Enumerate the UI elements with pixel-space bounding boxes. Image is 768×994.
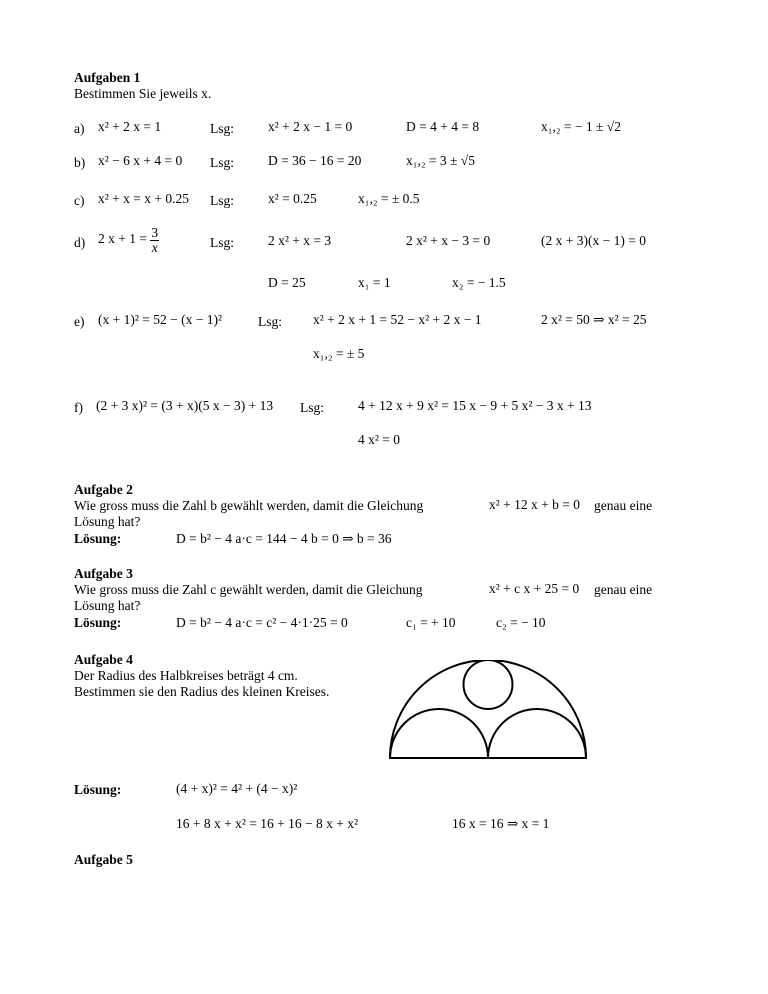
task-f-label: f) <box>74 400 83 415</box>
aufgabe-3-equation: x² + c x + 25 = 0 <box>489 581 580 596</box>
task-b-step-2: x₁,₂ = 3 ± √5 <box>406 153 475 168</box>
task-c-step-2: x₁,₂ = ± 0.5 <box>358 191 420 206</box>
task-e-label: e) <box>74 314 85 329</box>
task-d-step-1: 2 x² + x = 3 <box>268 233 332 248</box>
task-d-step-6: x₂ = − 1.5 <box>452 275 506 290</box>
task-c-step-1: x² = 0.25 <box>268 191 317 206</box>
task-e-lsg: Lsg: <box>258 314 283 329</box>
task-d-step-3: (2 x + 3)(x − 1) = 0 <box>541 233 646 248</box>
task-b-label: b) <box>74 155 86 170</box>
task-f-equation: (2 + 3 x)² = (3 + x)(5 x − 3) + 13 <box>96 398 274 413</box>
task-e-step-2: 2 x² = 50 ⇒ x² = 25 <box>541 312 647 327</box>
aufgabe-4-line1: Der Radius des Halbkreises beträgt 4 cm. <box>74 668 298 683</box>
aufgabe-3-c2: c₂ = − 10 <box>496 615 546 630</box>
task-c-label: c) <box>74 193 85 208</box>
task-b-step-1: D = 36 − 16 = 20 <box>268 153 362 168</box>
aufgabe-2-equation: x² + 12 x + b = 0 <box>489 497 581 512</box>
task-b-lsg: Lsg: <box>210 155 235 170</box>
task-d-step-4: D = 25 <box>268 275 306 290</box>
task-f-step-1: 4 + 12 x + 9 x² = 15 x − 9 + 5 x² − 3 x + 13 <box>358 398 592 413</box>
task-f-step-2: 4 x² = 0 <box>358 432 401 447</box>
aufgabe-2-text-line2: Lösung hat? <box>74 514 141 529</box>
task-d-lsg: Lsg: <box>210 235 235 250</box>
heading-aufgabe-3: Aufgabe 3 <box>74 566 133 581</box>
task-a-equation: x² + 2 x = 1 <box>98 119 162 134</box>
left-half-circle <box>390 709 488 758</box>
aufgabe-3-solution: D = b² − 4 a·c = c² − 4·1·25 = 0 <box>176 615 348 630</box>
heading-aufgabe-5: Aufgabe 5 <box>74 852 133 867</box>
task-d-step-2: 2 x² + x − 3 = 0 <box>406 233 491 248</box>
aufgabe-2-text-after: genau eine <box>594 498 653 513</box>
task-e-equation: (x + 1)² = 52 − (x − 1)² <box>98 312 223 327</box>
task-d-label: d) <box>74 235 86 250</box>
aufgabe-4-step-1: (4 + x)² = 4² + (4 − x)² <box>176 781 298 796</box>
task-b-equation: x² − 6 x + 4 = 0 <box>98 153 183 168</box>
task-a-step-1: x² + 2 x − 1 = 0 <box>268 119 353 134</box>
instruction-text: Bestimmen Sie jeweils x. <box>74 86 212 101</box>
task-e-step-1: x² + 2 x + 1 = 52 − x² + 2 x − 1 <box>313 312 482 327</box>
semicircle-diagram <box>380 660 600 764</box>
task-d-fraction-den: x <box>151 239 158 255</box>
task-f-lsg: Lsg: <box>300 400 325 415</box>
small-circle <box>464 660 513 709</box>
aufgabe-2-solution-label: Lösung: <box>74 531 122 546</box>
aufgabe-2-text: Wie gross muss die Zahl b gewählt werden, damit die Gleichung <box>74 498 424 513</box>
task-d-step-5: x₁ = 1 <box>358 275 391 290</box>
aufgabe-4-line2: Bestimmen sie den Radius des kleinen Kreises. <box>74 684 330 699</box>
task-c-equation: x² + x = x + 0.25 <box>98 191 190 206</box>
aufgabe-3-text-after: genau eine <box>594 582 653 597</box>
aufgabe-3-text: Wie gross muss die Zahl c gewählt werden, damit die Gleichung <box>74 582 423 597</box>
heading-aufgaben-1: Aufgaben 1 <box>74 70 141 85</box>
right-half-circle <box>488 709 586 758</box>
aufgabe-2-solution: D = b² − 4 a·c = 144 − 4 b = 0 ⇒ b = 36 <box>176 531 392 546</box>
aufgabe-4-solution-label: Lösung: <box>74 782 122 797</box>
task-d-equation <box>98 226 159 254</box>
aufgabe-3-text-line2: Lösung hat? <box>74 598 141 613</box>
heading-aufgabe-4: Aufgabe 4 <box>74 652 133 667</box>
aufgabe-3-solution-label: Lösung: <box>74 615 122 630</box>
task-a-lsg: Lsg: <box>210 121 235 136</box>
task-c-lsg: Lsg: <box>210 193 235 208</box>
task-d-equation-left: 2 x + 1 = <box>98 231 147 247</box>
task-d-fraction-num: 3 <box>151 225 159 240</box>
task-e-step-3: x₁,₂ = ± 5 <box>313 346 365 361</box>
aufgabe-3-c1: c₁ = + 10 <box>406 615 456 630</box>
task-d-fraction <box>150 226 159 254</box>
heading-aufgabe-2: Aufgabe 2 <box>74 482 133 497</box>
task-a-step-2: D = 4 + 4 = 8 <box>406 119 480 134</box>
aufgabe-4-step-3: 16 x = 16 ⇒ x = 1 <box>452 816 550 831</box>
task-a-label: a) <box>74 121 85 136</box>
task-a-step-3: x₁,₂ = − 1 ± √2 <box>541 119 621 134</box>
aufgabe-4-step-2: 16 + 8 x + x² = 16 + 16 − 8 x + x² <box>176 816 359 831</box>
